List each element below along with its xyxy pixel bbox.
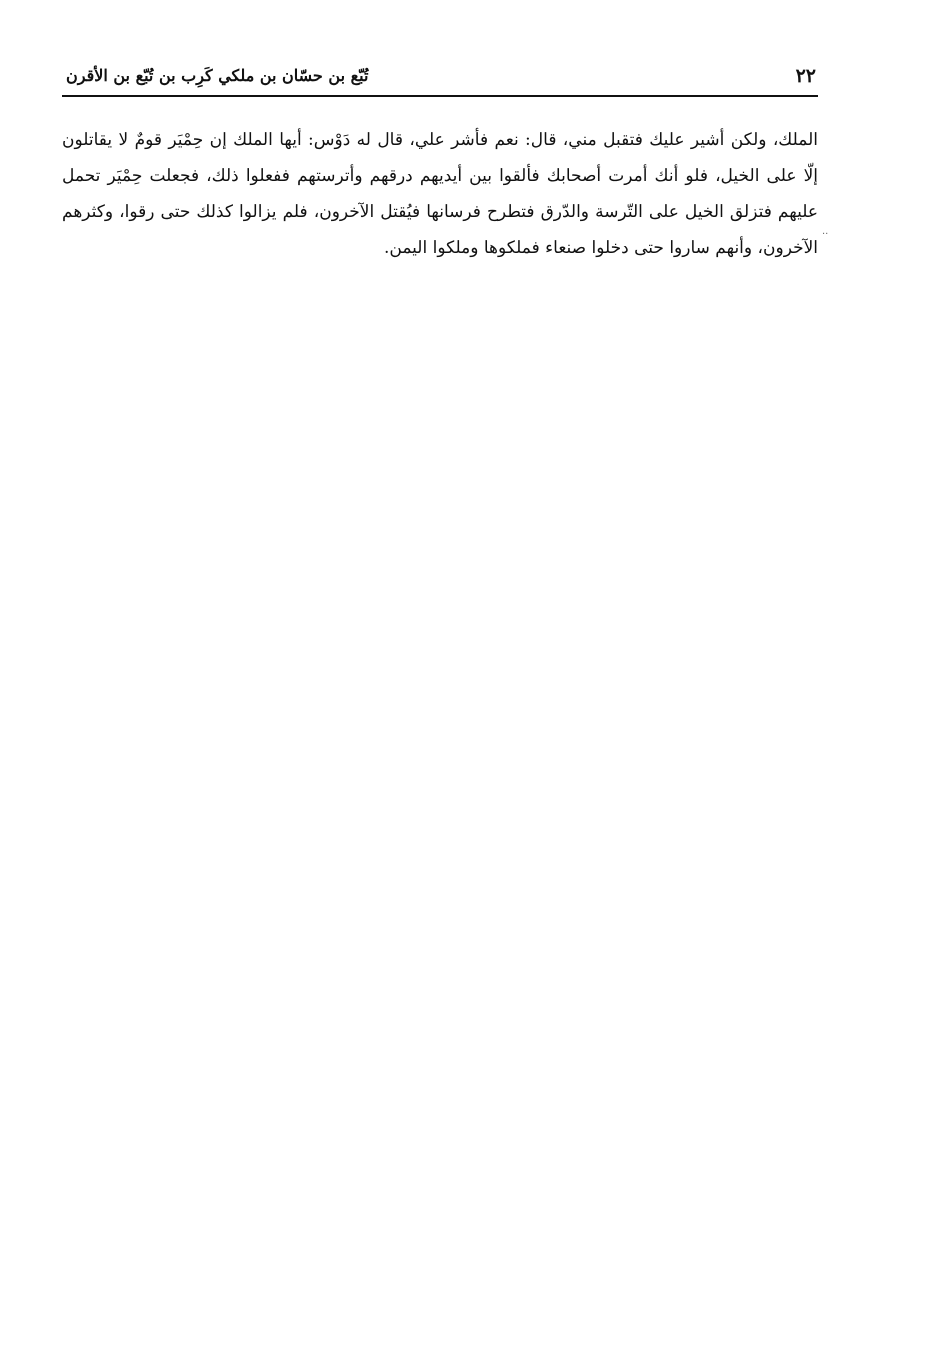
header-divider [62,95,818,97]
running-header [62,58,818,94]
margin-speck: .. [822,226,829,237]
page-number: ٢٢ [795,65,816,87]
running-title: تُبّع بن حسّان بن ملكي كَرِب بن تُبّع بن الأقرن [66,66,369,85]
body-paragraph: الملك، ولكن أشير عليك فتقبل مني، قال: نعم فأشر علي، قال له دَوْس: أيها الملك إن حِمْيَر قومٌ لا يقاتلون إلّا على الخيل، فلو أنك أمرت أصحابك فألقوا بين أيديهم درقهم وأترستهم ففعلوا ذلك، فجعلت حِمْيَر تحمل عليهم فتزلق الخيل على التّرسة والدّرق فتطرح فرسانها فيُقتل الآخرون، فلم يزالوا كذلك حتى رقوا، وكثرهم الآخرون، وأنهم ساروا حتى دخلوا صنعاء فملكوها وملكوا اليمن. [62,130,818,258]
